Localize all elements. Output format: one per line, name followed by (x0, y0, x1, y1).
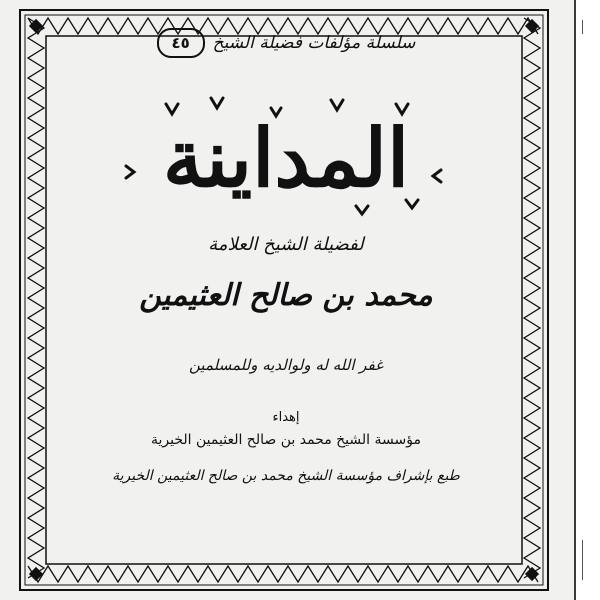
foundation-name: مؤسسة الشيخ محمد بن صالح العثيمين الخيرية (151, 432, 421, 448)
cover-frame (16, 6, 552, 594)
prayer-line: غفر الله له ولوالديه وللمسلمين (189, 356, 383, 374)
print-note: طبع بإشراف مؤسسة الشيخ محمد بن صالح العثيمين الخيرية (112, 468, 460, 484)
title-block (106, 90, 466, 220)
adjacent-page-edge (574, 0, 600, 600)
book-title: المداينة (162, 111, 410, 205)
series-text: سلسلة مؤلفات فضيلة الشيخ (212, 33, 416, 53)
page-mark (582, 540, 583, 580)
by-line: لفضيلة الشيخ العلامة (208, 234, 364, 255)
series-number-badge: ٤٥ (157, 28, 205, 58)
dedication-label: إهداء (272, 410, 300, 425)
series-header (86, 26, 486, 60)
author-name: محمد بن صالح العثيمين (139, 278, 433, 313)
page-mark (582, 20, 583, 34)
